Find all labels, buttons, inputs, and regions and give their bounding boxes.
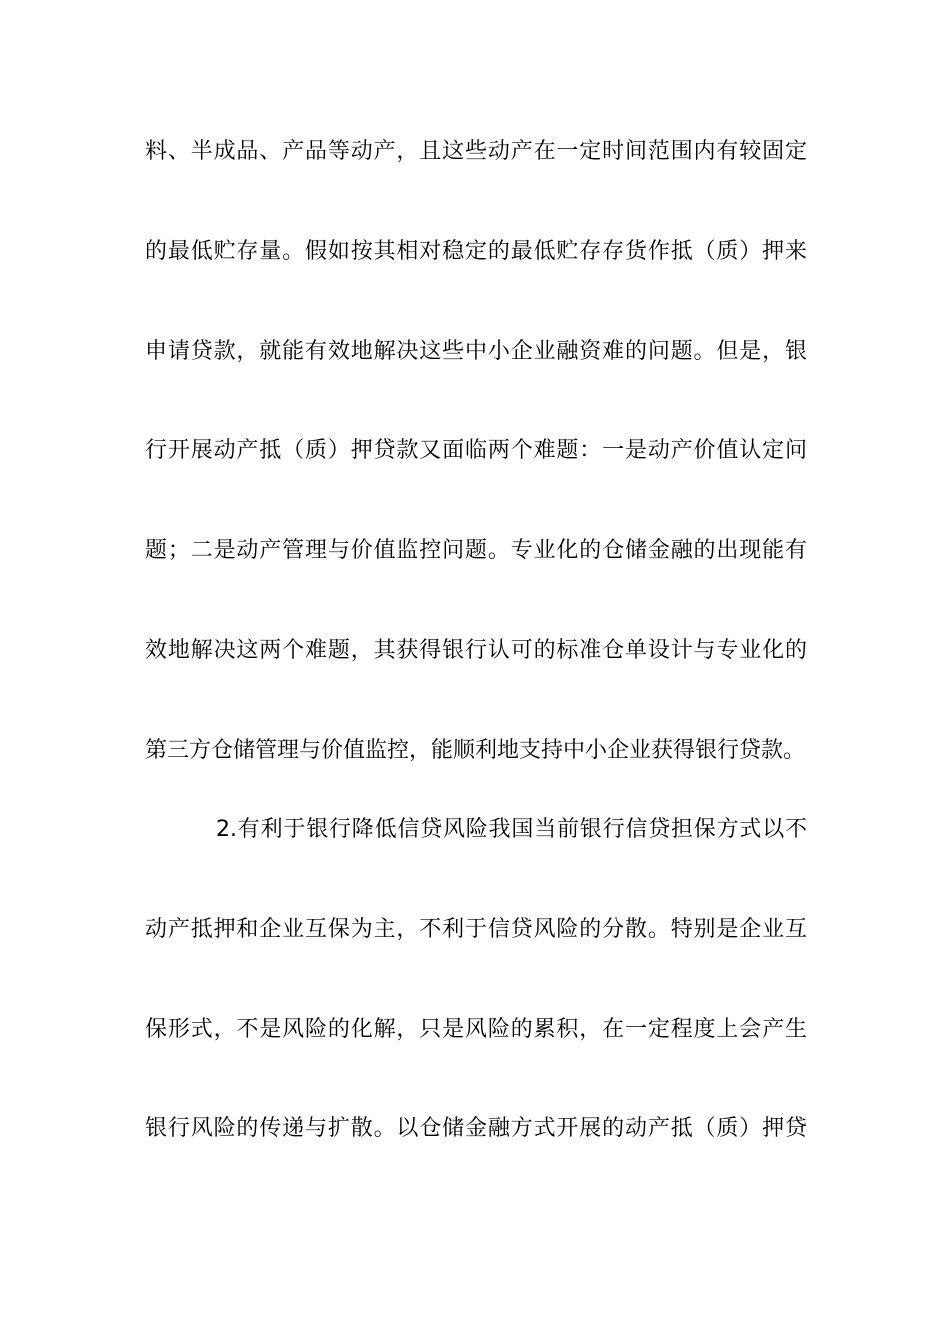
- paragraph-line-7: 第三方仓储管理与价值监控，能顺利地支持中小企业获得银行贷款。: [145, 738, 806, 763]
- paragraph-line-10: 保形式，不是风险的化解，只是风险的累积，在一定程度上会产生: [145, 1017, 807, 1042]
- paragraph-line-4: 行开展动产抵（质）押贷款又面临两个难题：一是动产价值认定问: [145, 438, 807, 463]
- paragraph-line-3: 申请贷款，就能有效地解决这些中小企业融资难的问题。但是，银: [145, 339, 807, 364]
- paragraph-line-6: 效地解决这两个难题，其获得银行认可的标准仓单设计与专业化的: [145, 638, 807, 663]
- paragraph-line-2: 的最低贮存量。假如按其相对稳定的最低贮存存货作抵（质）押来: [145, 239, 807, 264]
- paragraph-line-1: 料、半成品、产品等动产，且这些动产在一定时间范围内有较固定: [145, 139, 807, 164]
- paragraph-line-11: 银行风险的传递与扩散。以仓储金融方式开展的动产抵（质）押贷: [145, 1116, 807, 1141]
- paragraph-line-5: 题；二是动产管理与价值监控问题。专业化的仓储金融的出现能有: [145, 538, 807, 563]
- paragraph-line-9: 动产抵押和企业互保为主，不利于信贷风险的分散。特别是企业互: [145, 917, 807, 942]
- paragraph-line-8: 2.有利于银行降低信贷风险我国当前银行信贷担保方式以不: [216, 817, 807, 842]
